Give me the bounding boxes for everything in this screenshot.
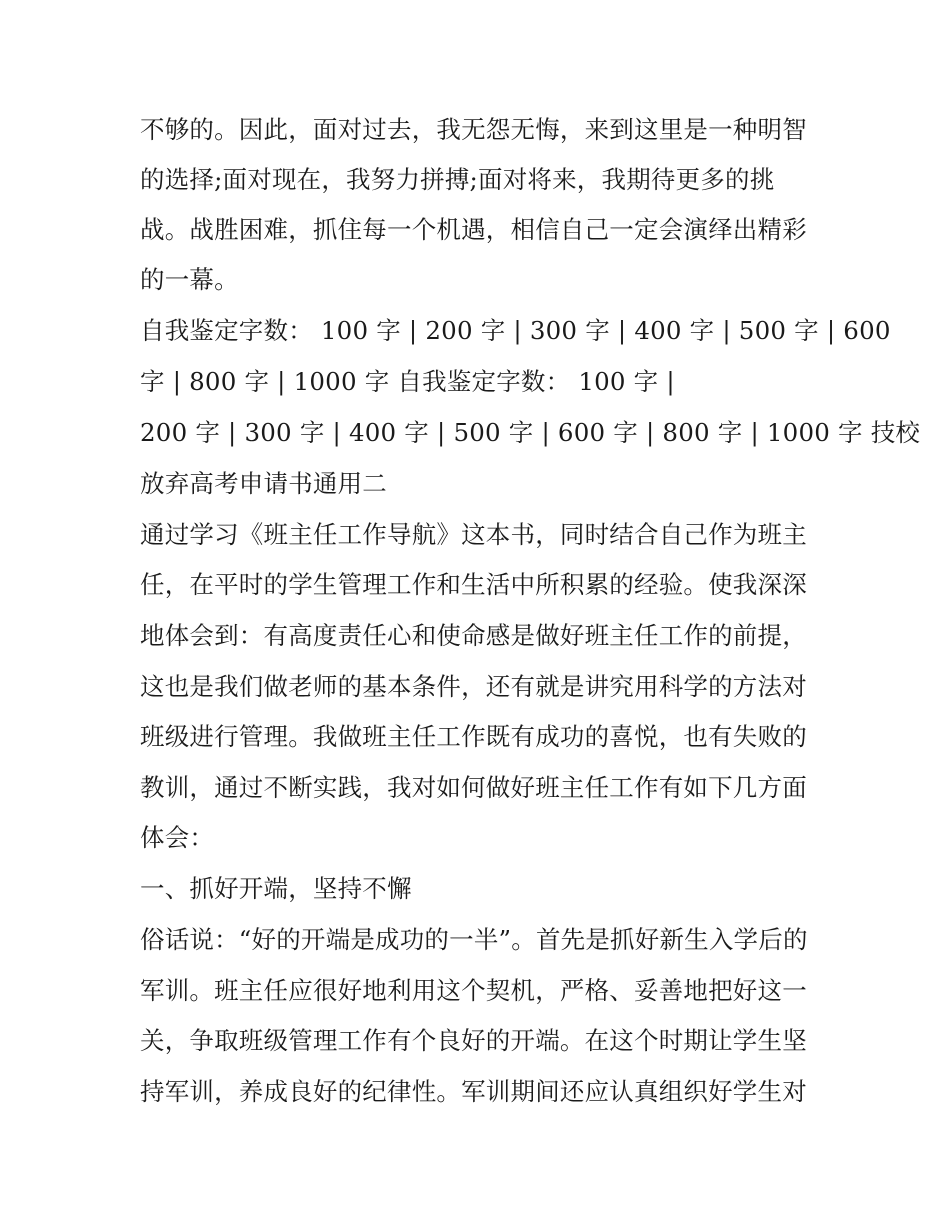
text-line: 的一幕。	[140, 265, 239, 294]
text-line: 自我鉴定字数： 100 字 | 200 字 | 300 字 | 400 字 | 500 字 | 600	[140, 316, 891, 345]
text-line: 不够的。因此，面对过去，我无怨无悔，来到这里是一种明智	[140, 115, 807, 144]
text-line: 200 字 | 300 字 | 400 字 | 500 字 | 600 字 | 800 字 | 1000 字 技校	[140, 418, 921, 447]
text-line: 班级进行管理。我做班主任工作既有成功的喜悦，也有失败的	[140, 722, 807, 751]
text-line: 俗话说：“好的开端是成功的一半”。首先是抓好新生入学后的	[140, 925, 808, 954]
text-line: 这也是我们做老师的基本条件，还有就是讲究用科学的方法对	[140, 672, 807, 701]
text-line: 的选择;面对现在，我努力拼搏;面对将来，我期待更多的挑	[140, 165, 775, 194]
section-heading: 放弃高考申请书通用二	[140, 469, 387, 498]
text-line: 战。战胜困难，抓住每一个机遇，相信自己一定会演绎出精彩	[140, 215, 807, 244]
text-line: 关，争取班级管理工作有个良好的开端。在这个时期让学生坚	[140, 1026, 807, 1055]
text-line: 任，在平时的学生管理工作和生活中所积累的经验。使我深深	[140, 570, 807, 599]
text-line: 教训，通过不断实践，我对如何做好班主任工作有如下几方面	[140, 773, 807, 802]
text-line: 体会：	[140, 823, 215, 852]
text-line: 地体会到：有高度责任心和使命感是做好班主任工作的前提，	[140, 621, 807, 650]
text-line: 持军训，养成良好的纪律性。军训期间还应认真组织好学生对	[140, 1077, 807, 1106]
text-line: 字 | 800 字 | 1000 字 自我鉴定字数： 100 字 |	[140, 367, 675, 396]
text-line: 通过学习《班主任工作导航》这本书，同时结合自己作为班主	[140, 520, 807, 549]
text-line: 军训。班主任应很好地利用这个契机，严格、妥善地把好这一	[140, 976, 807, 1005]
subsection-heading: 一、抓好开端，坚持不懈	[140, 874, 412, 903]
